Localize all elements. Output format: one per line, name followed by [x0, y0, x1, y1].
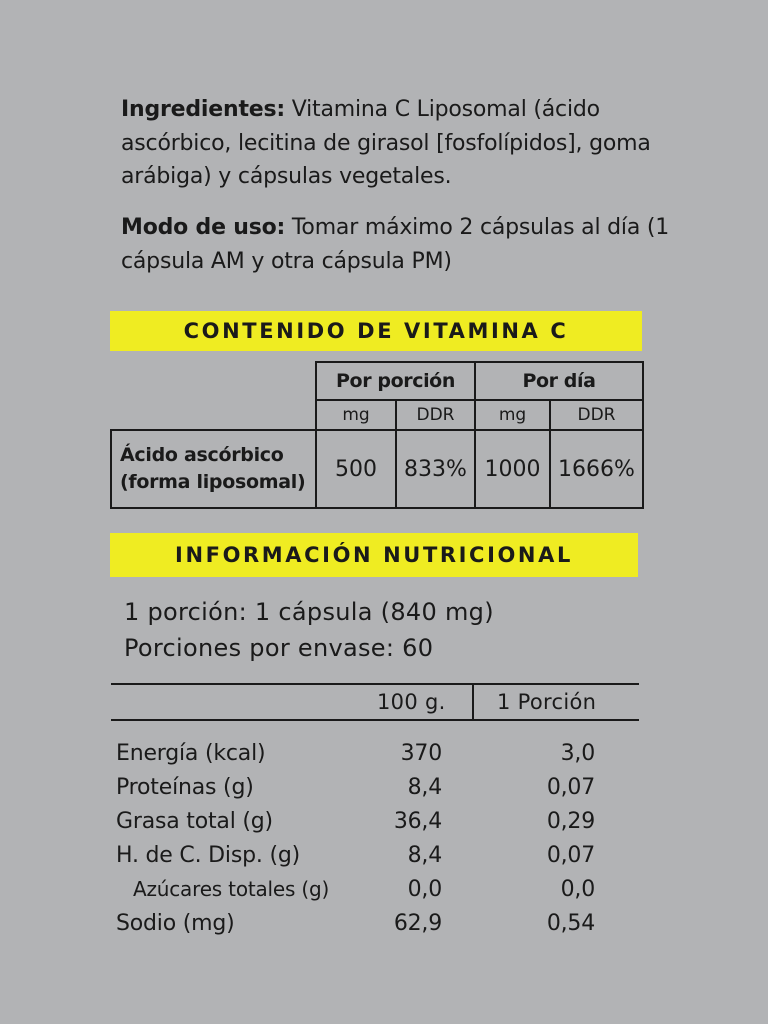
subheader-mg-porcion: mg [315, 399, 397, 431]
nutrient-value-100g: 36,4 [393, 809, 442, 834]
nutrition-row [0, 809, 768, 843]
vitamin-c-banner [110, 311, 642, 351]
ingredients-text: Vitamina C Liposomal (ácido ascórbico, lecitina de girasol [fosfolípidos], goma arábiga) y cápsulas vegetales. [121, 97, 651, 189]
portion-size: 1 porción: 1 cápsula (840 mg) [124, 598, 494, 626]
nutrient-label: Grasa total (g) [116, 809, 273, 834]
nutrient-value-100g: 8,4 [407, 775, 442, 800]
subheader-mg-dia: mg [474, 399, 551, 431]
nutrition-row [0, 911, 768, 945]
row-label-line2: (forma liposomal) [120, 471, 306, 493]
nutrition-row [0, 741, 768, 775]
subheader-ddr-porcion: DDR [395, 399, 476, 431]
servings-per-container: Porciones por envase: 60 [124, 634, 434, 662]
nutrient-value-portion: 0,07 [546, 775, 595, 800]
nutrient-value-portion: 0,29 [546, 809, 595, 834]
nutrient-value-portion: 0,0 [560, 877, 595, 902]
nutrient-label: Azúcares totales (g) [133, 877, 330, 901]
nutrition-row [0, 877, 768, 911]
nutrition-top-rule [111, 683, 639, 685]
ingredients-label: Ingredientes: [121, 97, 285, 122]
row-label-acido-ascorbico [110, 429, 317, 509]
nutrient-value-portion: 3,0 [560, 741, 595, 766]
subheader-ddr-dia: DDR [549, 399, 644, 431]
nutrient-label: H. de C. Disp. (g) [116, 843, 300, 868]
nutrient-label: Proteínas (g) [116, 775, 254, 800]
group-header-por-porcion: Por porción [315, 361, 476, 401]
row-label-line1: Ácido ascórbico [120, 444, 284, 466]
nutrient-value-100g: 370 [400, 741, 442, 766]
nutrition-row [0, 843, 768, 877]
usage-paragraph [121, 211, 681, 278]
value-ddr-dia: 1666% [549, 429, 644, 509]
value-mg-dia: 1000 [474, 429, 551, 509]
nutrient-value-100g: 62,9 [393, 911, 442, 936]
nutrient-value-100g: 8,4 [407, 843, 442, 868]
usage-text: Tomar máximo 2 cápsulas al día (1 cápsula AM y otra cápsula PM) [121, 215, 670, 274]
nutrition-row [0, 775, 768, 809]
ingredients-paragraph [121, 93, 681, 194]
value-ddr-porcion: 833% [395, 429, 476, 509]
nutrient-value-portion: 0,54 [546, 911, 595, 936]
nutrition-title: INFORMACIÓN NUTRICIONAL [175, 543, 573, 567]
nutrition-header-rule [111, 719, 639, 721]
nutrient-value-portion: 0,07 [546, 843, 595, 868]
column-header-100g: 100 g. [377, 690, 446, 714]
vitamin-c-title: CONTENIDO DE VITAMINA C [183, 319, 569, 343]
nutrition-column-divider [472, 684, 474, 720]
usage-label: Modo de uso: [121, 215, 286, 240]
nutrition-banner [110, 533, 638, 577]
column-header-portion: 1 Porción [497, 690, 597, 714]
nutrient-label: Sodio (mg) [116, 911, 235, 936]
nutrient-label: Energía (kcal) [116, 741, 266, 766]
group-header-por-dia: Por día [474, 361, 644, 401]
value-mg-porcion: 500 [315, 429, 397, 509]
nutrient-value-100g: 0,0 [407, 877, 442, 902]
